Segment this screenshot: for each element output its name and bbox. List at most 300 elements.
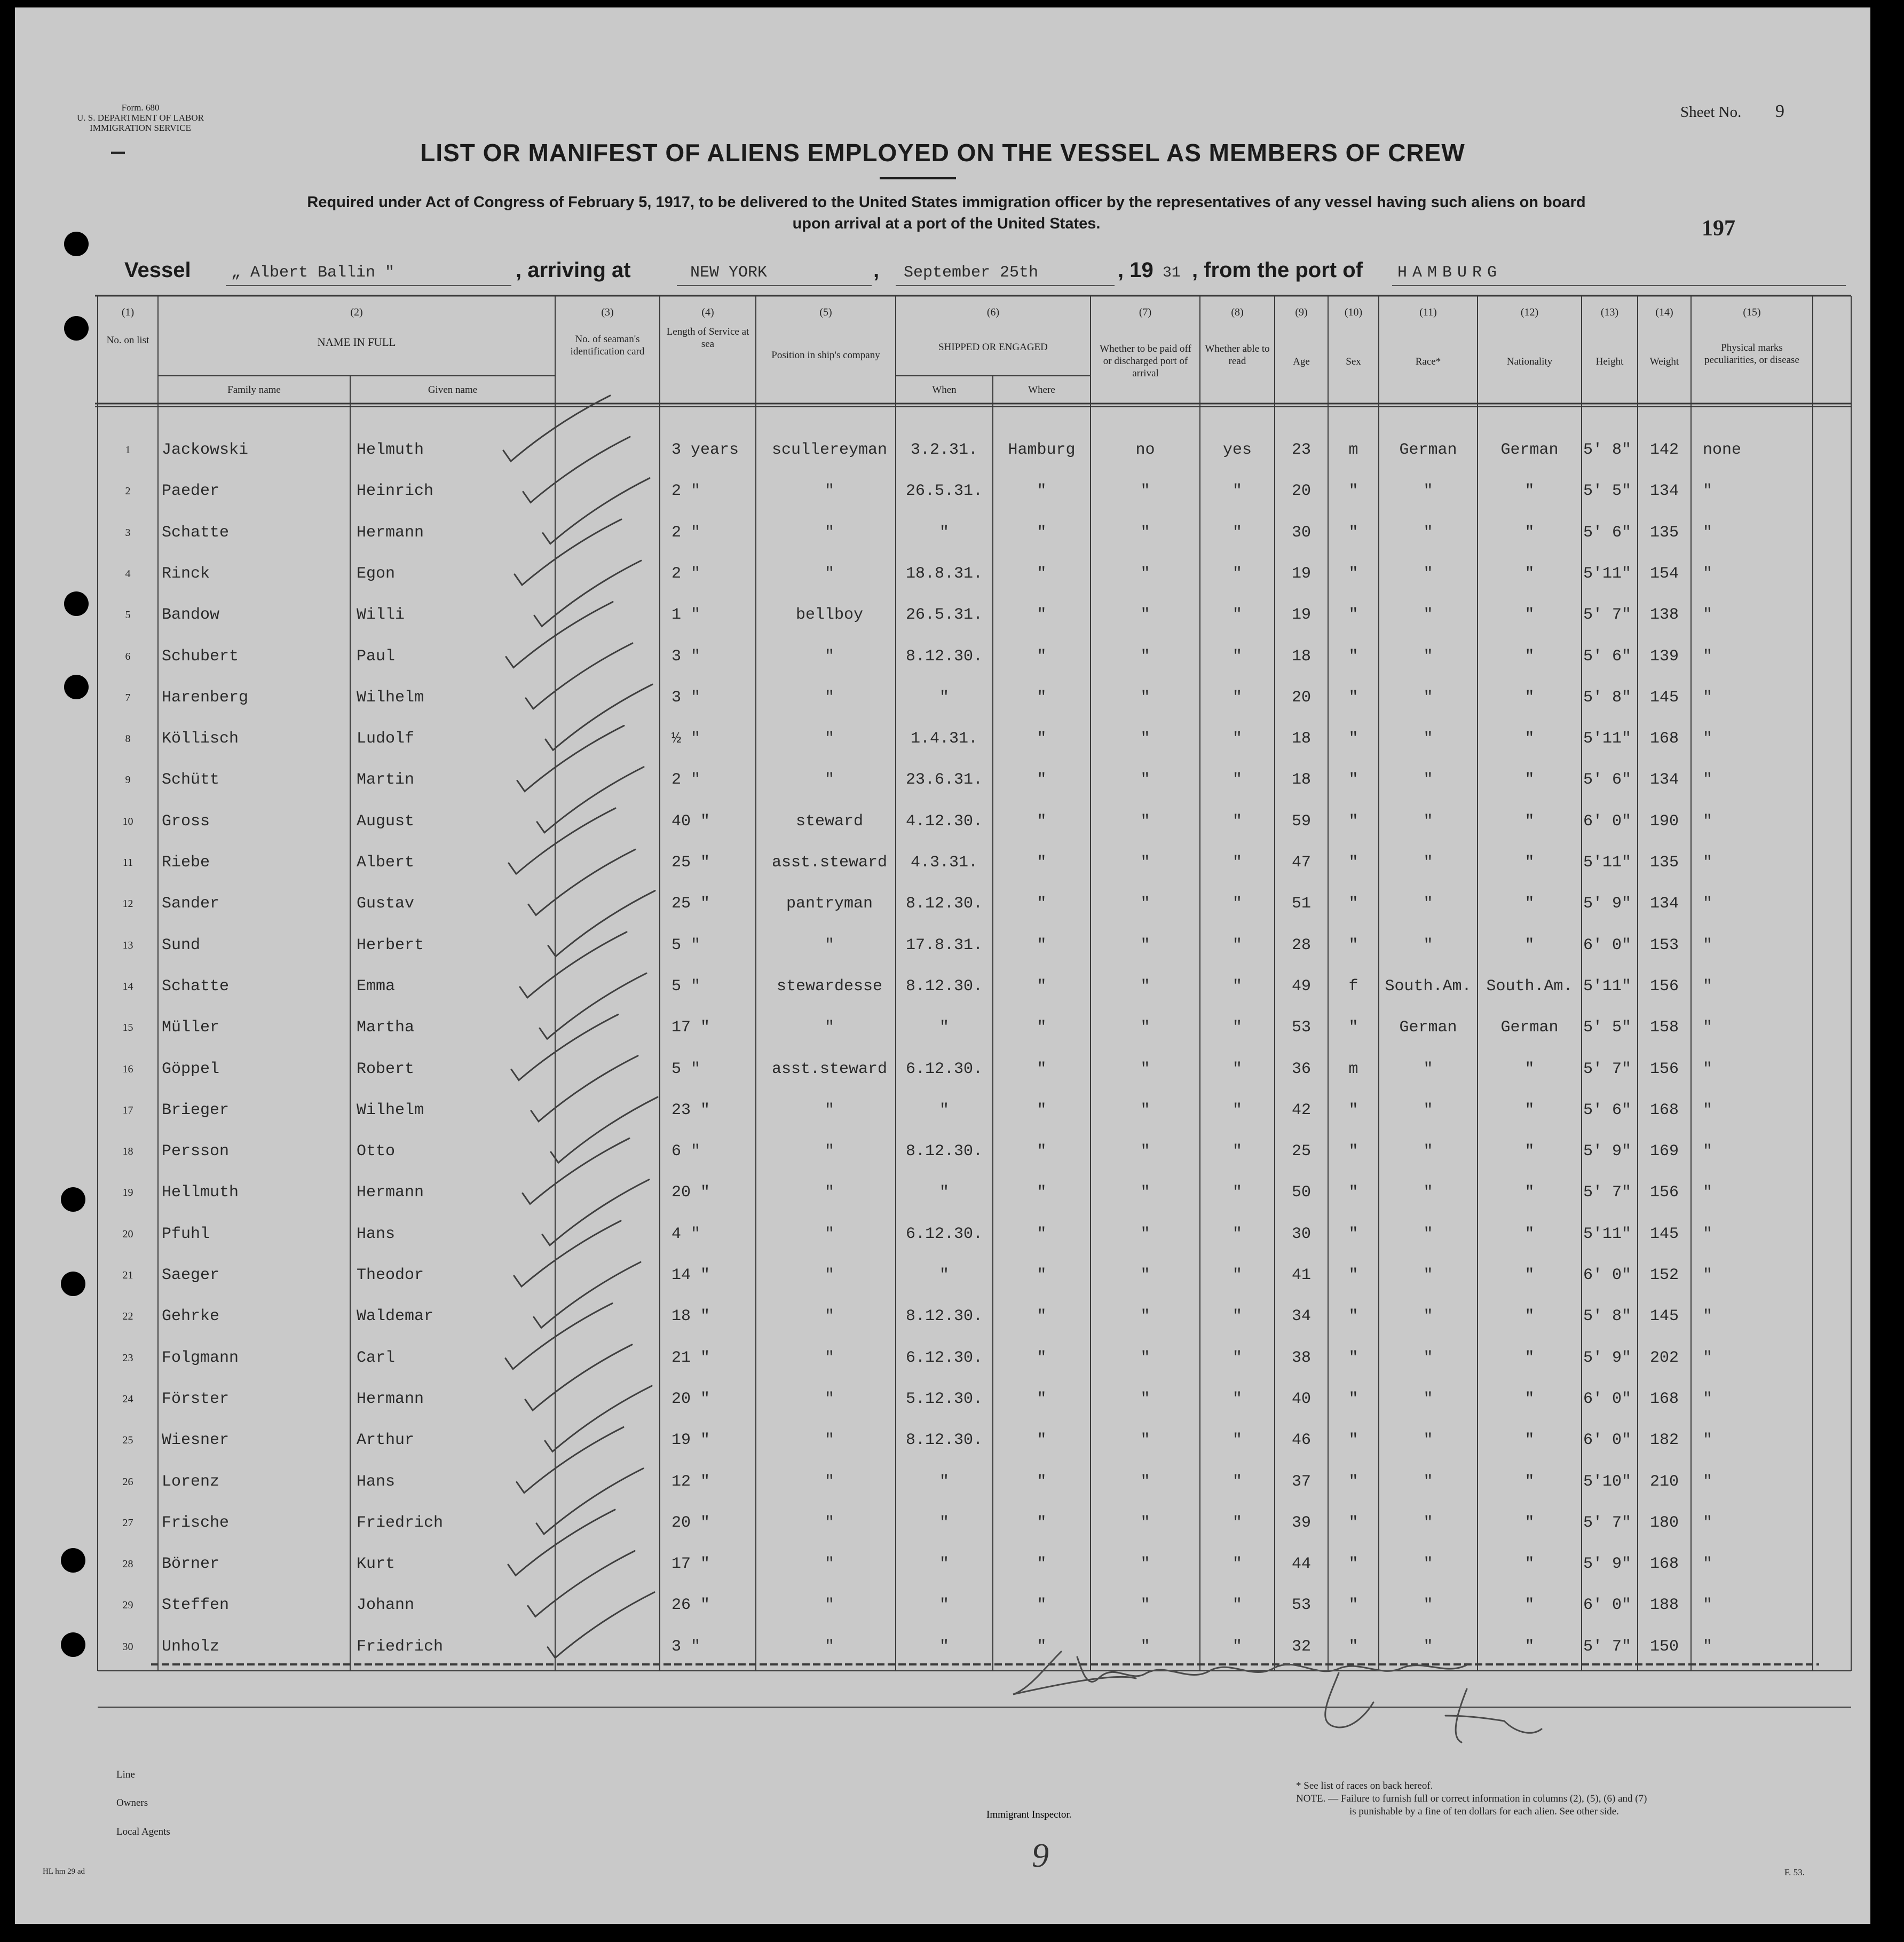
- family-name-cell: Sund: [162, 936, 201, 954]
- family-name-cell: Unholz: [162, 1637, 220, 1656]
- height-cell: 5' 8": [1583, 441, 1632, 459]
- shipped-where-cell: ": [1037, 1183, 1047, 1202]
- position-cell: steward: [795, 812, 864, 831]
- sex-cell: ": [1348, 812, 1358, 831]
- position-cell: ": [824, 771, 834, 790]
- paid-off-cell: ": [1140, 730, 1150, 748]
- family-name-cell: Riebe: [162, 854, 210, 872]
- sheet-number-value: 9: [1775, 101, 1784, 121]
- family-name-cell: Harenberg: [162, 688, 249, 707]
- height-cell: 5' 6": [1583, 647, 1632, 666]
- age-cell: 30: [1291, 523, 1311, 542]
- sex-cell: ": [1348, 895, 1358, 913]
- shipped-when-cell: ": [939, 1637, 949, 1656]
- shipped-when-cell: 17.8.31.: [905, 936, 983, 954]
- weight-cell: 188: [1649, 1596, 1679, 1615]
- height-cell: 5' 6": [1583, 771, 1632, 790]
- able-to-read-cell: ": [1232, 895, 1242, 913]
- shipped-where-cell: ": [1037, 1472, 1047, 1491]
- nationality-cell: ": [1524, 1472, 1535, 1491]
- col-num-6: (6): [986, 306, 1000, 318]
- nationality-cell: ": [1524, 606, 1535, 625]
- age-cell: 50: [1291, 1183, 1311, 1202]
- given-name-cell: Friedrich: [357, 1637, 444, 1656]
- position-cell: ": [824, 1225, 834, 1243]
- weight-cell: 190: [1649, 812, 1679, 831]
- service: IMMIGRATION SERVICE: [90, 123, 191, 133]
- row-number: 6: [125, 650, 131, 662]
- shipped-when-cell: ": [939, 1472, 949, 1491]
- height-cell: 6' 0": [1583, 936, 1632, 954]
- physical-marks-cell: ": [1703, 482, 1713, 501]
- paid-off-cell: ": [1140, 812, 1150, 831]
- height-cell: 5' 6": [1583, 523, 1632, 542]
- given-name-cell: Martha: [357, 1019, 415, 1037]
- able-to-read-cell: ": [1232, 730, 1242, 748]
- position-cell: ": [824, 482, 834, 501]
- header-where: Where: [1028, 384, 1055, 396]
- given-name-cell: Hans: [357, 1472, 396, 1491]
- weight-cell: 202: [1649, 1348, 1679, 1367]
- col-num-11: (11): [1419, 306, 1437, 318]
- weight-cell: 134: [1649, 771, 1679, 790]
- service-cell: 6 ": [671, 1142, 701, 1161]
- row-number: 11: [122, 857, 133, 869]
- weight-cell: 139: [1649, 647, 1679, 666]
- shipped-where-cell: ": [1037, 730, 1047, 748]
- physical-marks-cell: ": [1703, 854, 1713, 872]
- service-cell: 25 ": [671, 895, 710, 913]
- family-name-cell: Steffen: [162, 1596, 230, 1615]
- nationality-cell: ": [1524, 1183, 1535, 1202]
- position-cell: ": [824, 1101, 834, 1119]
- row-number: 16: [122, 1063, 133, 1075]
- shipped-where-cell: ": [1037, 771, 1047, 790]
- service-cell: 40 ": [671, 812, 710, 831]
- sex-cell: m: [1348, 1060, 1358, 1078]
- race-cell: German: [1399, 1019, 1457, 1037]
- sex-cell: ": [1348, 1348, 1358, 1367]
- service-cell: 2 ": [671, 771, 701, 790]
- shipped-where-cell: ": [1037, 523, 1047, 542]
- position-cell: ": [824, 564, 834, 583]
- able-to-read-cell: ": [1232, 1225, 1242, 1243]
- nationality-cell: ": [1524, 812, 1535, 831]
- age-cell: 47: [1291, 854, 1311, 872]
- able-to-read-cell: ": [1232, 482, 1242, 501]
- age-cell: 18: [1291, 730, 1311, 748]
- row-number: 12: [122, 898, 133, 910]
- weight-cell: 150: [1649, 1637, 1679, 1656]
- check-mark: [528, 849, 635, 915]
- shipped-where-cell: ": [1037, 854, 1047, 872]
- service-cell: 2 ": [671, 523, 701, 542]
- physical-marks-cell: ": [1703, 1390, 1713, 1408]
- given-name-cell: Carl: [357, 1348, 396, 1367]
- vessel-name: „ Albert Ballin ": [231, 264, 395, 282]
- check-mark: [531, 1056, 638, 1122]
- check-mark: [546, 684, 652, 750]
- nationality-cell: ": [1524, 1513, 1535, 1532]
- sex-cell: ": [1348, 1183, 1358, 1202]
- nationality-cell: ": [1524, 1266, 1535, 1284]
- shipped-where-cell: ": [1037, 606, 1047, 625]
- position-cell: ": [824, 1348, 834, 1367]
- header-position: Position in ship's company: [771, 350, 880, 361]
- col-num-9: (9): [1295, 306, 1308, 318]
- subtitle-line-1: Required under Act of Congress of February 5, 1917, to be delivered to the United States immigration officer by the representatives of any vessel having such aliens on board: [307, 194, 1586, 211]
- age-cell: 25: [1291, 1142, 1311, 1161]
- position-cell: scullereyman: [771, 441, 888, 459]
- position-cell: ": [824, 688, 834, 707]
- height-cell: 5' 8": [1583, 1307, 1632, 1326]
- given-name-cell: Willi: [357, 606, 405, 625]
- able-to-read-cell: ": [1232, 771, 1242, 790]
- shipped-when-cell: ": [939, 688, 949, 707]
- service-cell: 20 ": [671, 1183, 710, 1202]
- height-cell: 5'11": [1583, 854, 1632, 872]
- nationality-cell: ": [1524, 1596, 1535, 1615]
- stamped-number: 197: [1702, 216, 1735, 241]
- nationality-cell: ": [1524, 1431, 1535, 1450]
- family-name-cell: Schütt: [162, 771, 220, 790]
- paid-off-cell: ": [1140, 1225, 1150, 1243]
- physical-marks-cell: none: [1703, 441, 1742, 459]
- shipped-when-cell: 26.5.31.: [905, 606, 983, 625]
- manifest-grid: [15, 7, 1870, 1924]
- height-cell: 5' 9": [1583, 1348, 1632, 1367]
- sex-cell: ": [1348, 1513, 1358, 1532]
- age-cell: 32: [1291, 1637, 1311, 1656]
- weight-cell: 158: [1649, 1019, 1679, 1037]
- race-cell: ": [1423, 1596, 1433, 1615]
- row-number: 1: [125, 444, 131, 456]
- paid-off-cell: ": [1140, 1019, 1150, 1037]
- physical-marks-cell: ": [1703, 564, 1713, 583]
- paid-off-cell: ": [1140, 1060, 1150, 1078]
- year-suffix: 31: [1163, 265, 1181, 281]
- family-name-cell: Wiesner: [162, 1431, 230, 1450]
- age-cell: 18: [1291, 647, 1311, 666]
- shipped-where-cell: ": [1037, 1596, 1047, 1615]
- physical-marks-cell: ": [1703, 977, 1713, 996]
- shipped-when-cell: 6.12.30.: [905, 1060, 983, 1078]
- race-cell: ": [1423, 936, 1433, 954]
- position-cell: bellboy: [795, 606, 864, 625]
- given-name-cell: Waldemar: [357, 1307, 434, 1326]
- row-number: 2: [125, 485, 131, 498]
- nationality-cell: ": [1524, 688, 1535, 707]
- physical-marks-cell: ": [1703, 1307, 1713, 1326]
- line-label: Line: [116, 1769, 135, 1780]
- age-cell: 23: [1291, 441, 1311, 459]
- family-name-cell: Börner: [162, 1555, 220, 1574]
- family-name-cell: Rinck: [162, 564, 210, 583]
- physical-marks-cell: ": [1703, 1225, 1713, 1243]
- service-cell: 5 ": [671, 977, 701, 996]
- nationality-cell: German: [1500, 1019, 1559, 1037]
- weight-cell: 168: [1649, 1390, 1679, 1408]
- age-cell: 39: [1291, 1513, 1311, 1532]
- shipped-where-cell: ": [1037, 1307, 1047, 1326]
- row-number: 3: [125, 526, 131, 539]
- position-cell: ": [824, 1637, 834, 1656]
- age-cell: 36: [1291, 1060, 1311, 1078]
- physical-marks-cell: ": [1703, 1183, 1713, 1202]
- service-cell: 26 ": [671, 1596, 710, 1615]
- shipped-where-cell: ": [1037, 1390, 1047, 1408]
- nationality-cell: ": [1524, 730, 1535, 748]
- check-mark: [503, 396, 610, 461]
- race-cell: ": [1423, 523, 1433, 542]
- race-cell: ": [1423, 1225, 1433, 1243]
- race-cell: ": [1423, 647, 1433, 666]
- col-num-8: (8): [1231, 306, 1244, 318]
- height-cell: 6' 0": [1583, 1266, 1632, 1284]
- able-to-read-cell: ": [1232, 812, 1242, 831]
- able-to-read-cell: ": [1232, 1596, 1242, 1615]
- physical-marks-cell: ": [1703, 1637, 1713, 1656]
- given-name-cell: Robert: [357, 1060, 415, 1078]
- shipped-where-cell: ": [1037, 977, 1047, 996]
- age-cell: 30: [1291, 1225, 1311, 1243]
- able-to-read-cell: ": [1232, 1307, 1242, 1326]
- physical-marks-cell: ": [1703, 1266, 1713, 1284]
- row-number: 20: [122, 1228, 133, 1240]
- given-name-cell: Wilhelm: [357, 688, 424, 707]
- service-cell: 4 ": [671, 1225, 701, 1243]
- able-to-read-cell: ": [1232, 647, 1242, 666]
- sex-cell: ": [1348, 771, 1358, 790]
- age-cell: 44: [1291, 1555, 1311, 1574]
- physical-marks-cell: ": [1703, 1555, 1713, 1574]
- sex-cell: ": [1348, 482, 1358, 501]
- check-mark: [542, 1180, 649, 1245]
- check-mark: [548, 1592, 654, 1658]
- paid-off-cell: ": [1140, 1101, 1150, 1119]
- row-number: 30: [122, 1640, 133, 1653]
- position-cell: asst.steward: [771, 854, 888, 872]
- shipped-when-cell: ": [939, 1513, 949, 1532]
- shipped-when-cell: 5.12.30.: [905, 1390, 983, 1408]
- service-cell: 2 ": [671, 564, 701, 583]
- height-cell: 5'11": [1583, 1225, 1632, 1243]
- able-to-read-cell: ": [1232, 936, 1242, 954]
- family-name-cell: Brieger: [162, 1101, 230, 1119]
- race-cell: ": [1423, 1390, 1433, 1408]
- arrival-date: September 25th: [904, 264, 1039, 282]
- header-height: Height: [1595, 356, 1624, 367]
- physical-marks-cell: ": [1703, 523, 1713, 542]
- sex-cell: ": [1348, 647, 1358, 666]
- row-number: 27: [122, 1517, 133, 1529]
- sex-cell: ": [1348, 1637, 1358, 1656]
- physical-marks-cell: ": [1703, 812, 1713, 831]
- given-name-cell: Gustav: [357, 895, 415, 913]
- service-cell: 23 ": [671, 1101, 710, 1119]
- given-name-cell: Kurt: [357, 1555, 396, 1574]
- row-number: 7: [125, 691, 131, 704]
- given-name-cell: Hans: [357, 1225, 396, 1243]
- weight-cell: 156: [1649, 1183, 1679, 1202]
- nationality-cell: ": [1524, 1101, 1535, 1119]
- form-code-right: F. 53.: [1784, 1867, 1805, 1877]
- paid-off-cell: ": [1140, 1183, 1150, 1202]
- family-name-cell: Förster: [162, 1390, 230, 1408]
- header-family-name: Family name: [227, 384, 281, 396]
- race-cell: ": [1423, 730, 1433, 748]
- note: [1296, 1780, 1647, 1818]
- comma: ,: [873, 258, 880, 282]
- physical-marks-cell: ": [1703, 1142, 1713, 1161]
- able-to-read-cell: ": [1232, 1142, 1242, 1161]
- check-mark: [525, 1345, 632, 1410]
- row-number: 14: [122, 980, 133, 992]
- service-cell: 1 ": [671, 606, 701, 625]
- nationality-cell: ": [1524, 1307, 1535, 1326]
- header-sex: Sex: [1346, 356, 1361, 367]
- service-cell: 17 ": [671, 1555, 710, 1574]
- local-agents-label: Local Agents: [116, 1826, 170, 1837]
- physical-marks-cell: ": [1703, 936, 1713, 954]
- family-name-cell: Sander: [162, 895, 220, 913]
- family-name-cell: Göppel: [162, 1060, 220, 1078]
- family-name-cell: Lorenz: [162, 1472, 220, 1491]
- col-num-4: (4): [701, 306, 714, 318]
- height-cell: 5'10": [1583, 1472, 1632, 1491]
- sex-cell: ": [1348, 1307, 1358, 1326]
- nationality-cell: ": [1524, 523, 1535, 542]
- arriving-label: , arriving at: [516, 258, 631, 282]
- position-cell: ": [824, 1596, 834, 1615]
- paid-off-cell: ": [1140, 1390, 1150, 1408]
- able-to-read-cell: ": [1232, 1472, 1242, 1491]
- paid-off-cell: ": [1140, 1513, 1150, 1532]
- physical-marks-cell: ": [1703, 606, 1713, 625]
- department: U. S. DEPARTMENT OF LABOR: [77, 113, 204, 123]
- height-cell: 5' 6": [1583, 1101, 1632, 1119]
- weight-cell: 154: [1649, 564, 1679, 583]
- sex-cell: ": [1348, 936, 1358, 954]
- shipped-where-cell: ": [1037, 1266, 1047, 1284]
- given-name-cell: Helmuth: [357, 441, 424, 459]
- physical-marks-cell: ": [1703, 688, 1713, 707]
- position-cell: pantryman: [786, 895, 873, 913]
- paid-off-cell: ": [1140, 771, 1150, 790]
- able-to-read-cell: yes: [1222, 441, 1252, 459]
- family-name-cell: Saeger: [162, 1266, 220, 1284]
- shipped-when-cell: 6.12.30.: [905, 1225, 983, 1243]
- race-cell: ": [1423, 854, 1433, 872]
- physical-marks-cell: ": [1703, 1101, 1713, 1119]
- service-cell: 25 ": [671, 854, 710, 872]
- paid-off-cell: ": [1140, 1431, 1150, 1450]
- shipped-where-cell: ": [1037, 936, 1047, 954]
- weight-cell: 169: [1649, 1142, 1679, 1161]
- height-cell: 5' 7": [1583, 606, 1632, 625]
- shipped-when-cell: 4.3.31.: [910, 854, 978, 872]
- race-cell: ": [1423, 1101, 1433, 1119]
- row-number: 28: [122, 1558, 133, 1570]
- age-cell: 37: [1291, 1472, 1311, 1491]
- physical-marks-cell: ": [1703, 771, 1713, 790]
- age-cell: 19: [1291, 564, 1311, 583]
- age-cell: 49: [1291, 977, 1311, 996]
- header-id-card: No. of seaman's identification card: [570, 334, 645, 357]
- shipped-when-cell: 8.12.30.: [905, 1142, 983, 1161]
- service-cell: 12 ": [671, 1472, 710, 1491]
- shipped-where-cell: ": [1037, 1101, 1047, 1119]
- weight-cell: 180: [1649, 1513, 1679, 1532]
- shipped-when-cell: 8.12.30.: [905, 895, 983, 913]
- check-mark: [534, 1262, 641, 1328]
- family-name-cell: Schatte: [162, 977, 230, 996]
- age-cell: 20: [1291, 482, 1311, 501]
- position-cell: ": [824, 936, 834, 954]
- form-number: Form. 680: [121, 102, 160, 113]
- physical-marks-cell: ": [1703, 730, 1713, 748]
- shipped-where-cell: ": [1037, 812, 1047, 831]
- race-cell: ": [1423, 688, 1433, 707]
- shipped-when-cell: 8.12.30.: [905, 1431, 983, 1450]
- nationality-cell: ": [1524, 1225, 1535, 1243]
- row-number: 22: [122, 1311, 133, 1323]
- given-name-cell: Paul: [357, 647, 396, 666]
- race-cell: South.Am.: [1385, 977, 1472, 996]
- form-code-left: HL hm 29 ad: [43, 1867, 85, 1876]
- position-cell: ": [824, 730, 834, 748]
- page-title: LIST OR MANIFEST OF ALIENS EMPLOYED ON THE VESSEL AS MEMBERS OF CREW: [420, 139, 1465, 167]
- header-able-to-read: Whether able to read: [1205, 343, 1270, 367]
- handwritten-page-number: 9: [1032, 1836, 1049, 1874]
- nationality-cell: ": [1524, 647, 1535, 666]
- weight-cell: 138: [1649, 606, 1679, 625]
- header-paid-off: Whether to be paid off or discharged port of arrival: [1100, 343, 1191, 379]
- shipped-where-cell: ": [1037, 647, 1047, 666]
- height-cell: 5' 5": [1583, 1019, 1632, 1037]
- physical-marks-cell: ": [1703, 1596, 1713, 1615]
- check-mark: [534, 561, 641, 626]
- sex-cell: ": [1348, 523, 1358, 542]
- position-cell: asst.steward: [771, 1060, 888, 1078]
- weight-cell: 168: [1649, 1555, 1679, 1574]
- subtitle-line-2: upon arrival at a port of the United States.: [792, 215, 1101, 232]
- race-cell: ": [1423, 1472, 1433, 1491]
- paid-off-cell: ": [1140, 1596, 1150, 1615]
- position-cell: ": [824, 1307, 834, 1326]
- physical-marks-cell: ": [1703, 1348, 1713, 1367]
- height-cell: 5' 9": [1583, 1555, 1632, 1574]
- position-cell: ": [824, 1019, 834, 1037]
- nationality-cell: ": [1524, 1390, 1535, 1408]
- able-to-read-cell: ": [1232, 1431, 1242, 1450]
- family-name-cell: Gross: [162, 812, 210, 831]
- height-cell: 5' 8": [1583, 688, 1632, 707]
- able-to-read-cell: ": [1232, 1266, 1242, 1284]
- check-mark: [543, 478, 650, 544]
- sex-cell: ": [1348, 1555, 1358, 1574]
- position-cell: ": [824, 1142, 834, 1161]
- paid-off-cell: ": [1140, 1307, 1150, 1326]
- race-cell: ": [1423, 606, 1433, 625]
- able-to-read-cell: ": [1232, 1348, 1242, 1367]
- shipped-where-cell: ": [1037, 1142, 1047, 1161]
- shipped-when-cell: 8.12.30.: [905, 647, 983, 666]
- shipped-where-cell: ": [1037, 1225, 1047, 1243]
- header-given-name: Given name: [428, 384, 478, 396]
- weight-cell: 145: [1649, 1307, 1679, 1326]
- shipped-when-cell: ": [939, 523, 949, 542]
